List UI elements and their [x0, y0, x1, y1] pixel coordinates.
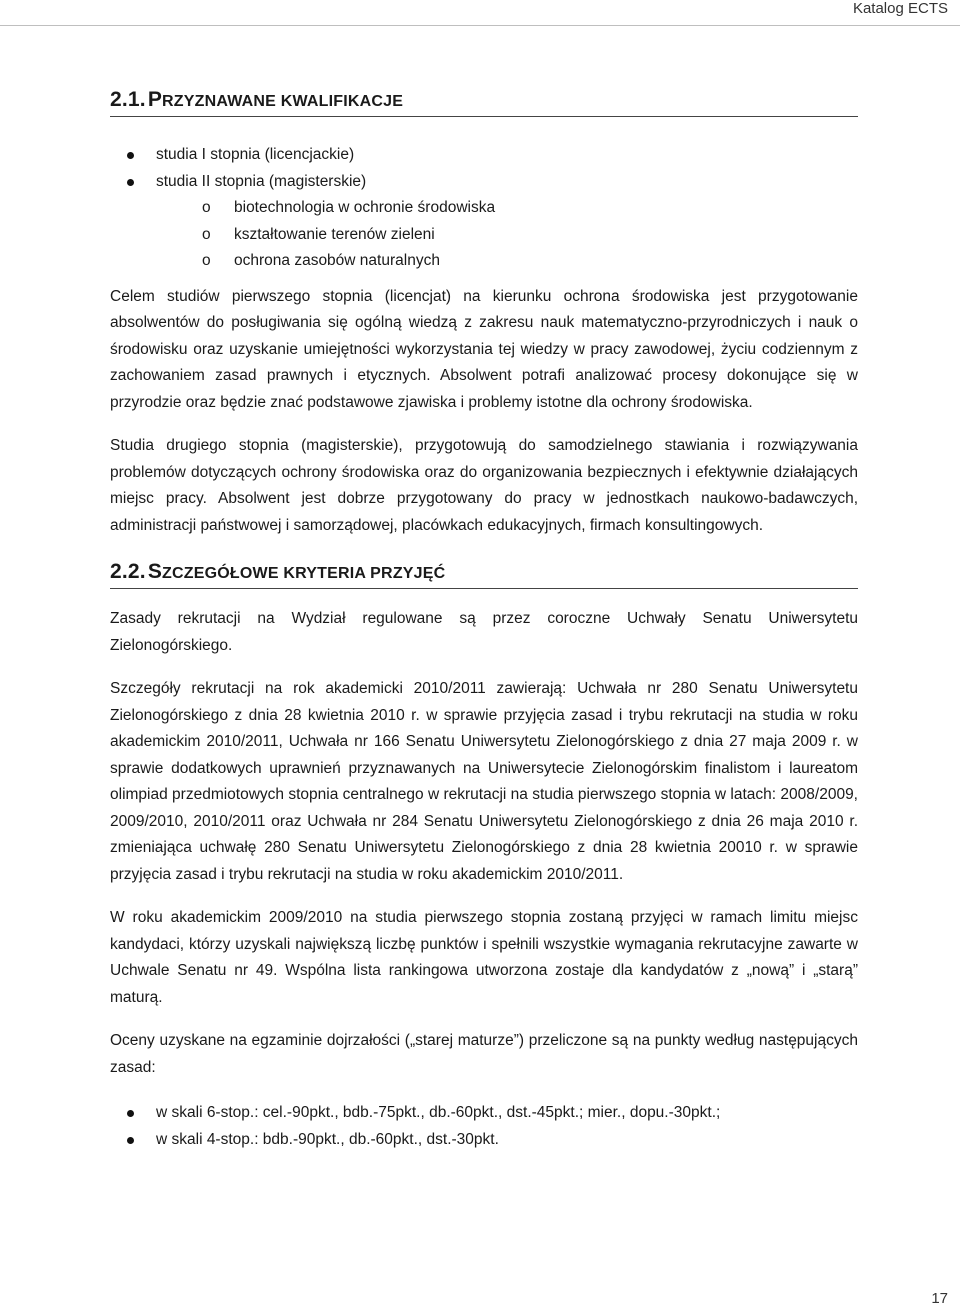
paragraph-second-degree: Studia drugiego stopnia (magisterskie), przygotowują do samodzielnego stawiania i rozwiązywania problemów dotyczących ochrony środowiska oraz do organizowania bezpiecznych i efektywnie działających miejsc pracy. Absolwent jest dobrze przygotowany do pracy w jednostkach naukowo-badawczych, administracji państwowej i samorządowej, placówkach edukacyjnych, firmach konsultingowych.: [110, 437, 858, 534]
paragraph-rules: Zasady rekrutacji na Wydział regulowane są przez coroczne Uchwały Senatu Uniwersytetu Zielonogórskiego.: [110, 610, 858, 654]
paragraph-first-degree: Celem studiów pierwszego stopnia (licencjat) na kierunku ochrona środowiska jest przygotowanie absolwentów do posługiwania się ogólną wiedzą z zakresu nauk matematyczno-przyrodniczych i nauk o środowisku oraz uzyskanie umiejętności wykorzystania tej wiedzy w pracy zawodowej, życiu codziennym z zachowaniem zasad prawnych i etycznych. Absolwent potrafi analizować procesy dokonujące się w przyrodzie oraz będzie znać podstawowe zjawiska i problemy istotne dla ochrony środowiska.: [110, 287, 858, 411]
page-number: 17: [931, 1290, 948, 1307]
header-rule: [0, 25, 960, 26]
specialty-label: ochrona zasobów naturalnych: [234, 252, 440, 269]
list-item: [110, 222, 858, 249]
running-header: Katalog ECTS: [852, 0, 948, 17]
paragraph-grades: Oceny uzyskane na egzaminie dojrzałości („starej maturze”) przeliczone są na punkty według następujących zasad:: [110, 1032, 858, 1076]
section-title-rest: ZCZEGÓŁOWE KRYTERIA PRZYJĘĆ: [162, 565, 446, 582]
specialty-list: [110, 195, 858, 275]
section-number: 2.1.: [110, 88, 146, 111]
circle-bullet-icon: o: [202, 199, 211, 216]
degree-list: [110, 142, 858, 195]
list-item: [110, 195, 858, 222]
circle-bullet-icon: o: [202, 225, 211, 243]
paragraph-limits: W roku akademickim 2009/2010 na studia pierwszego stopnia zostaną przyjęci w ramach limitu miejsc kandydaci, którzy uzyskali największą liczbę punktów i spełnili wszystkie wymagania rekrutacyjne zawarte w Uchwale Senatu nr 49. Wspólna lista rankingowa utworzona zostaje dla kandydatów z „nową” i „starą” maturą.: [110, 909, 858, 1006]
list-item: w skali 4-stop.: bdb.-90pkt., db.-60pkt., dst.-30pkt.: [110, 1127, 858, 1154]
page-content: [110, 88, 858, 1153]
paragraph-details: Szczegóły rekrutacji na rok akademicki 2010/2011 zawierają: Uchwała nr 280 Senatu Uniwersytetu Zielonogórskiego z dnia 28 kwietnia 2010 r. w sprawie przyjęcia zasad i trybu rekrutacji na studia w roku akademickim 2010/2011, Uchwała nr 166 Senatu Uniwersytetu Zielonogórskiego z dnia 27 maja 2009 r. w sprawie dodatkowych uprawnień przyznawanych na Uniwersytecie Zielonogórskim finalistom i laureatom olimpiad przedmiotowych stopnia centralnego w rekrutacji na studia pierwszego stopnia w latach: 2008/2009, 2009/2010, 2010/2011 oraz Uchwała nr 284 Senatu Uniwersytetu Zielonogórskiego z dnia 26 maja 2010 r. zmieniająca uchwałę 280 Senatu Uniwersytetu Zielonogórskiego z dnia 28 kwietnia 20010 r. w sprawie przyjęcia zasad i trybu rekrutacji na studia w roku akademickim 2010/2011.: [110, 680, 858, 883]
section-heading-qualifications: [110, 88, 858, 117]
specialty-label: kształtowanie terenów zieleni: [234, 225, 435, 243]
section-number: 2.2.: [110, 560, 146, 583]
section-title-initial: S: [147, 560, 163, 583]
circle-bullet-icon: o: [202, 252, 211, 269]
specialty-label: biotechnologia w ochronie środowiska: [234, 199, 496, 216]
section-title-rest: RZYZNAWANE KWALIFIKACJE: [162, 93, 404, 110]
list-item: w skali 6-stop.: cel.-90pkt., bdb.-75pkt., db.-60pkt., dst.-45pkt.; mier., dopu.-30pkt.;: [110, 1100, 858, 1127]
section-heading-admission: [110, 560, 858, 589]
grading-scale-list: [110, 1100, 858, 1153]
list-item: studia II stopnia (magisterskie): [110, 169, 858, 196]
list-item: [110, 248, 858, 275]
list-item: studia I stopnia (licencjackie): [110, 142, 858, 169]
section-title-initial: P: [147, 88, 163, 111]
